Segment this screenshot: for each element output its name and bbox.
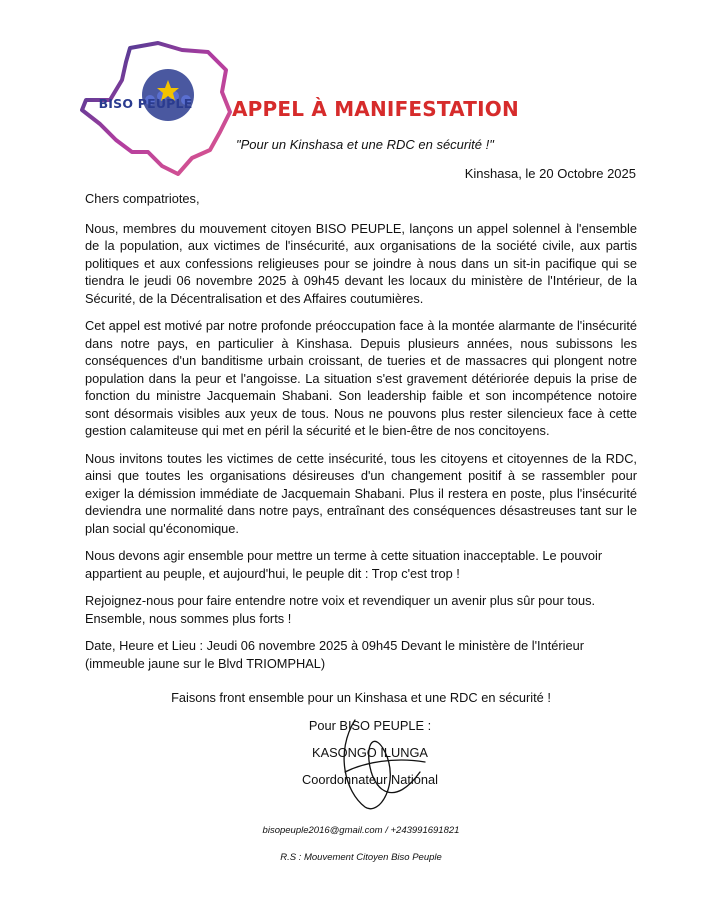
paragraph-4: Nous devons agir ensemble pour mettre un terme à cette situation inacceptable. Le pouvoir appartient au peuple, et aujourd'hui, le peuple dit : Trop c'est trop !	[85, 548, 603, 581]
paragraph-2: Cet appel est motivé par notre profonde préoccupation face à la montée alarmante de l'insécurité dans notre pays, en particulier à Kinshasa. Depuis plusieurs années, nous subissons les conséquences d'un banditisme urbain croissant, de tueries et de massacres qui plongent notre population dans la peur et l'angoisse. La situation s'est gravement détériorée depuis la prise de fonction du ministre Jacquemain Shabani. Son leadership faible et son incompétence notoire sont désormais visibles aux yeux de tous. Nous ne pouvons plus rester silencieux face à cette gestion calamiteuse qui met en péril la sécurité et le bien-être de nos concitoyens.	[85, 318, 637, 438]
paragraph-1: Nous, membres du mouvement citoyen BISO PEUPLE, lançons un appel solennel à l'ensemble de la population, aux victimes de l'insécurité, aux organisations de la société civile, aux partis politiques et aux confessions religieuses pour se joindre à nous dans un sit-in pacifique qui se tiendra le jeudi 06 novembre 2025 à 09h45 devant les locaux du ministère de l'Intérieur, de la Sécurité, de la Décentralisation et des Affaires coutumières.	[85, 220, 637, 306]
date-line: Kinshasa, le 20 Octobre 2025	[464, 166, 636, 181]
paragraph-details: Date, Heure et Lieu : Jeudi 06 novembre 2025 à 09h45 Devant le ministère de l'Intérieur (immeuble jaune sur le Blvd TRIOMPHAL)	[85, 638, 584, 671]
logo-text: BISO PEUPLE	[98, 96, 193, 111]
paragraph-3: Nous invitons toutes les victimes de cette insécurité, tous les citoyens et citoyennes de la RDC, ainsi que toutes les organisations désireuses d'un changement positif à se rassembler pour exiger la démission immédiate de Jacquemain Shabani. Plus il restera en poste, plus l'insécurité deviendra une normalité dans notre pays, entraînant des conséquences désastreuses tant sur le plan social qu'économique.	[85, 450, 637, 536]
letter-body	[85, 190, 637, 682]
page-title: APPEL À MANIFESTATION	[232, 97, 519, 121]
salutation: Chers compatriotes,	[85, 191, 200, 206]
signature-for-line: Pour BISO PEUPLE :	[308, 718, 432, 733]
paragraph-5: Rejoignez-nous pour faire entendre notre voix et revendiquer un avenir plus sûr pour tous. Ensemble, nous sommes plus forts !	[85, 593, 596, 626]
closing-line: Faisons front ensemble pour un Kinshasa et une RDC en sécurité !	[171, 690, 551, 705]
signatory-role: Coordonnateur National	[302, 772, 438, 787]
signatory-name: KASONGO ILUNGA	[312, 745, 428, 760]
contact-line: bisopeuple2016@gmail.com / +243991691821	[262, 825, 460, 836]
social-line: R.S : Mouvement Citoyen Biso Peuple	[280, 852, 442, 863]
signature-block	[270, 717, 470, 798]
subtitle: "Pour un Kinshasa et une RDC en sécurité !"	[236, 137, 494, 152]
